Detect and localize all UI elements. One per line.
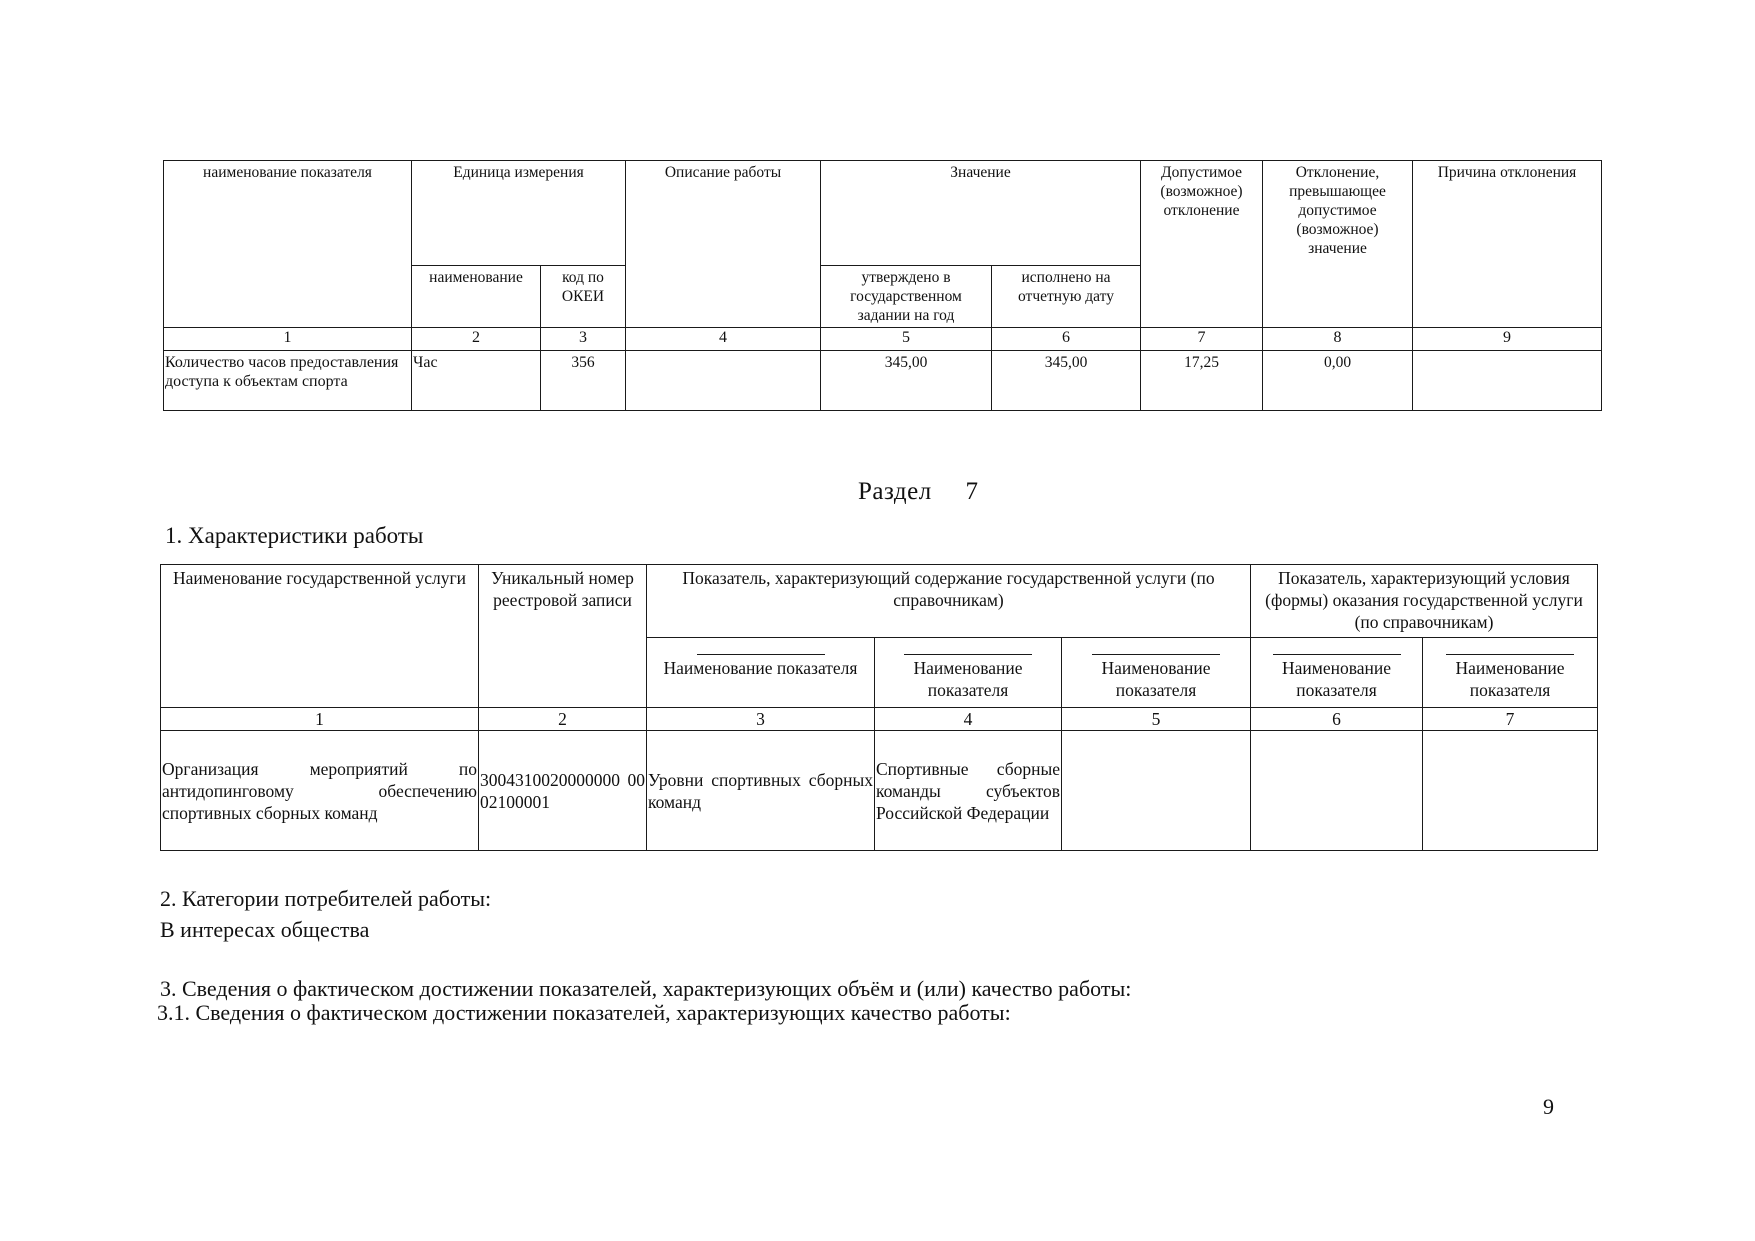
header-work-description: Описание работы bbox=[626, 161, 821, 328]
unit-name-cell: Час bbox=[412, 351, 541, 411]
unit-code-cell: 356 bbox=[541, 351, 626, 411]
indicator-cell: Количество часов предоставления доступа к объектам спорта bbox=[164, 351, 412, 411]
indicator5-cell bbox=[1062, 731, 1251, 851]
section-title: Раздел 7 bbox=[858, 478, 979, 505]
column-number: 1 bbox=[161, 708, 479, 731]
column-number: 6 bbox=[1251, 708, 1423, 731]
reason-cell bbox=[1413, 351, 1602, 411]
header-service-name: Наименование государственной услуги bbox=[161, 565, 479, 708]
header-unit-code: код по ОКЕИ bbox=[541, 266, 626, 328]
indicator6-cell bbox=[1251, 731, 1423, 851]
indicator4-cell: Спортивные сборные команды субъектов Российской Федерации bbox=[875, 731, 1062, 851]
column-number: 4 bbox=[626, 328, 821, 351]
header-indicator-name: наименование показателя bbox=[164, 161, 412, 328]
allowed-deviation-cell: 17,25 bbox=[1141, 351, 1263, 411]
header-indicator-name-7: Наименование показателя bbox=[1423, 638, 1598, 708]
column-numbers-row bbox=[161, 708, 1598, 731]
column-number: 3 bbox=[647, 708, 875, 731]
header-allowed-deviation: Допустимое (возможное) отклонение bbox=[1141, 161, 1263, 328]
consumer-category-text: В интересах общества bbox=[160, 917, 370, 942]
page-number: 9 bbox=[1543, 1094, 1554, 1119]
service-cell: Организация мероприятий по антидопинговому обеспечению спортивных сборных команд bbox=[161, 731, 479, 851]
column-number: 1 bbox=[164, 328, 412, 351]
exceeding-cell: 0,00 bbox=[1263, 351, 1413, 411]
column-number: 7 bbox=[1423, 708, 1598, 731]
heading-actual-achievement: 3. Сведения о фактическом достижении показателей, характеризующих объём и (или) качество работы: bbox=[160, 976, 1132, 1001]
indicator3-cell: Уровни спортивных сборных команд bbox=[647, 731, 875, 851]
header-content-indicator: Показатель, характеризующий содержание государственной услуги (по справочникам) bbox=[647, 565, 1251, 638]
table-row bbox=[161, 731, 1598, 851]
column-number: 5 bbox=[1062, 708, 1251, 731]
executed-cell: 345,00 bbox=[992, 351, 1141, 411]
header-indicator-name-4: Наименование показателя bbox=[875, 638, 1062, 708]
header-executed: исполнено на отчетную дату bbox=[992, 266, 1141, 328]
heading-consumer-categories: 2. Категории потребителей работы: bbox=[160, 886, 492, 911]
header-registry-number: Уникальный номер реестровой записи bbox=[479, 565, 647, 708]
column-number: 9 bbox=[1413, 328, 1602, 351]
header-value: Значение bbox=[821, 161, 1141, 266]
column-number: 4 bbox=[875, 708, 1062, 731]
header-indicator-name-6: Наименование показателя bbox=[1251, 638, 1423, 708]
column-number: 8 bbox=[1263, 328, 1413, 351]
header-exceeding-deviation: Отклонение, превышающее допустимое (возможное) значение bbox=[1263, 161, 1413, 328]
description-cell bbox=[626, 351, 821, 411]
registry-cell: 3004310020000000 0002100001 bbox=[479, 731, 647, 851]
header-unit-name: наименование bbox=[412, 266, 541, 328]
header-indicator-name-3: Наименование показателя bbox=[647, 638, 875, 708]
work-characteristics-table bbox=[160, 564, 1598, 851]
approved-cell: 345,00 bbox=[821, 351, 992, 411]
column-numbers-row bbox=[164, 328, 1602, 351]
header-indicator-name-5: Наименование показателя bbox=[1062, 638, 1251, 708]
work-volume-table bbox=[163, 160, 1602, 411]
header-approved: утверждено в государственном задании на год bbox=[821, 266, 992, 328]
column-number: 7 bbox=[1141, 328, 1263, 351]
heading-quality-achievement: 3.1. Сведения о фактическом достижении показателей, характеризующих качество работы: bbox=[157, 1000, 1011, 1025]
column-number: 2 bbox=[479, 708, 647, 731]
header-conditions-indicator: Показатель, характеризующий условия (формы) оказания государственной услуги (по справочникам) bbox=[1251, 565, 1598, 638]
header-unit: Единица измерения bbox=[412, 161, 626, 266]
indicator7-cell bbox=[1423, 731, 1598, 851]
heading-work-characteristics: 1. Характеристики работы bbox=[165, 523, 424, 548]
column-number: 5 bbox=[821, 328, 992, 351]
column-number: 3 bbox=[541, 328, 626, 351]
header-deviation-reason: Причина отклонения bbox=[1413, 161, 1602, 328]
column-number: 6 bbox=[992, 328, 1141, 351]
column-number: 2 bbox=[412, 328, 541, 351]
table-row bbox=[164, 351, 1602, 411]
